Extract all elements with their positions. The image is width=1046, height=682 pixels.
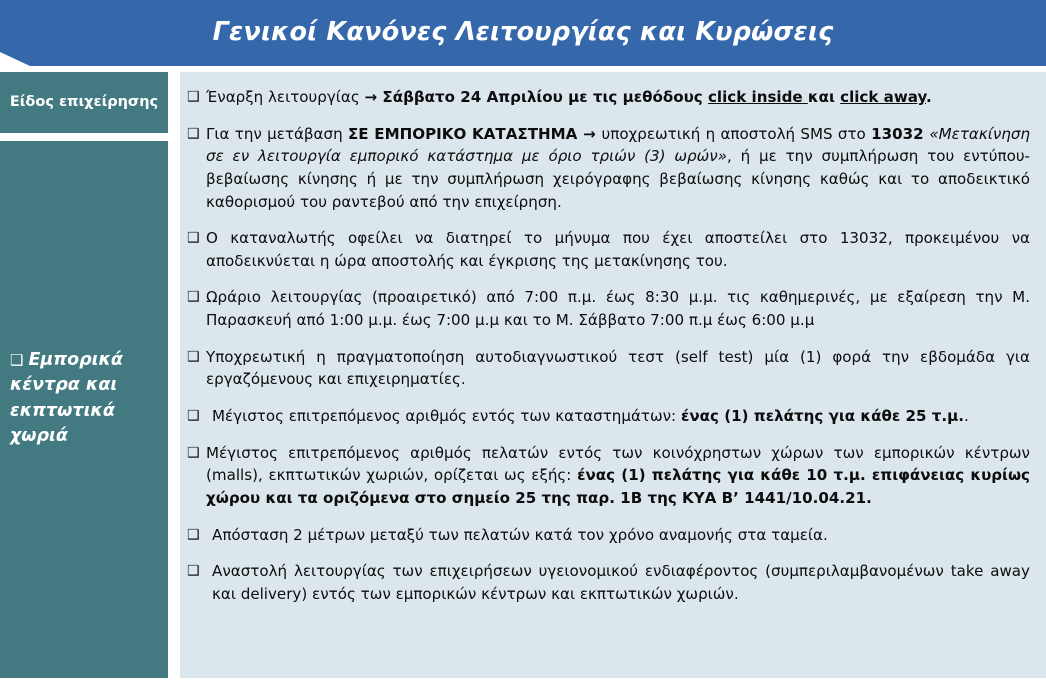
rule-opening-hours — [186, 286, 1030, 331]
checkbox-square-icon: ❑ — [187, 348, 200, 365]
rule-text: Για την μετάβαση ΣΕ ΕΜΠΟΡΙΚΟ ΚΑΤΑΣΤΗΜΑ → υποχρεωτική η αποστολή SMS στο 13032 «Μετακίνηση σε εν λειτουργία εμπορικό κατάστημα με όριο τριών (3) ωρών», ή με την συμπλήρωση του εντύπου-βεβαίωσης κίνησης ή με την συμπλήρωση χειρόγραφης βεβαίωσης κίνησης καθώς και το αποδεικτικό καθορισμού του ραντεβού από την επιχείρηση. — [206, 124, 1030, 211]
checkbox-square-icon: ❑ — [187, 125, 200, 142]
rule-text: Απόσταση 2 μέτρων μεταξύ των πελατών κατά τον χρόνο αναμονής στα ταμεία. — [212, 525, 828, 544]
rule-food-business-suspension — [186, 560, 1030, 605]
rule-weekly-self-test — [186, 346, 1030, 391]
checkbox-square-icon: ❑ — [187, 289, 200, 306]
rule-text: Υποχρεωτική η πραγματοποίηση αυτοδιαγνωστικού τεστ (self test) μία (1) φορά την εβδομάδα για εργαζόμενους και επιχειρηματίες. — [206, 347, 1030, 389]
checkbox-square-icon: ❑ — [187, 563, 200, 580]
sidebar-header — [0, 72, 168, 133]
rule-start-of-operation — [186, 86, 1030, 109]
rule-transit-to-store — [186, 123, 1030, 214]
checkbox-square-icon: ❑ — [187, 444, 200, 461]
rule-max-customers-in-store — [186, 405, 1030, 428]
checkbox-square-icon: ❑ — [187, 526, 200, 543]
checkbox-square-icon: ❑ — [10, 350, 24, 369]
rule-queue-distance — [186, 524, 1030, 547]
rule-text: Αναστολή λειτουργίας των επιχειρήσεων υγειονομικού ενδιαφέροντος (συμπεριλαμβανομένων take away και delivery) εντός των εμπορικών κέντρων και εκπτωτικών χωριών. — [212, 562, 1030, 603]
sidebar — [0, 72, 168, 678]
sidebar-body — [0, 141, 168, 678]
sidebar-header-label: Είδος επιχείρησης — [9, 94, 159, 111]
rule-text: Μέγιστος επιτρεπόμενος αριθμός πελατών εντός των κοινόχρηστων χώρων των εμπορικών κέντρων (malls), εκπτωτικών χωριών, ορίζεται ως εξής: ένας (1) πελάτης για κάθε 10 τ.μ. επιφάνειας κυρίως χώρου και τα οριζόμενα στο σημείο 25 της παρ. 1Β της ΚΥΑ Β’ 1441/10.04.21. — [206, 443, 1031, 507]
sidebar-item-commercial-centers — [10, 348, 162, 472]
rule-text: Ο καταναλωτής οφείλει να διατηρεί το μήνυμα που έχει αποστείλει στο 13032, προκειμένου να αποδεικνύεται η ώρα αποστολής και έγκρισης της μετακίνησης του. — [206, 229, 1030, 270]
rule-text: Ωράριο λειτουργίας (προαιρετικό) από 7:00 π.μ. έως 8:30 μ.μ. τις καθημερινές, με εξαίρεση την Μ. Παρασκευή από 1:00 μ.μ. έως 7:00 μ.μ και το Μ. Σάββατο 7:00 π.μ έως 6:00 μ.μ — [206, 288, 1030, 330]
rule-max-customers-common-areas — [186, 442, 1030, 510]
rule-text: Μέγιστος επιτρεπόμενος αριθμός εντός των καταστημάτων: ένας (1) πελάτης για κάθε 25 τ.μ.. — [212, 407, 969, 426]
checkbox-square-icon: ❑ — [187, 230, 200, 247]
checkbox-square-icon: ❑ — [187, 89, 200, 105]
rule-text: Έναρξη λειτουργίας → Σάββατο 24 Απριλίου με τις μεθόδους click inside και click away. — [206, 88, 932, 106]
page-title: Γενικοί Κανόνες Λειτουργίας και Κυρώσεις — [212, 17, 834, 47]
rule-keep-sms-message — [186, 227, 1030, 272]
content-panel — [180, 72, 1046, 678]
checkbox-square-icon: ❑ — [187, 408, 200, 425]
sidebar-item-label: Εμπορικά κέντρα και εκπτωτικά χωριά — [10, 349, 123, 446]
rules-list — [186, 86, 1030, 606]
